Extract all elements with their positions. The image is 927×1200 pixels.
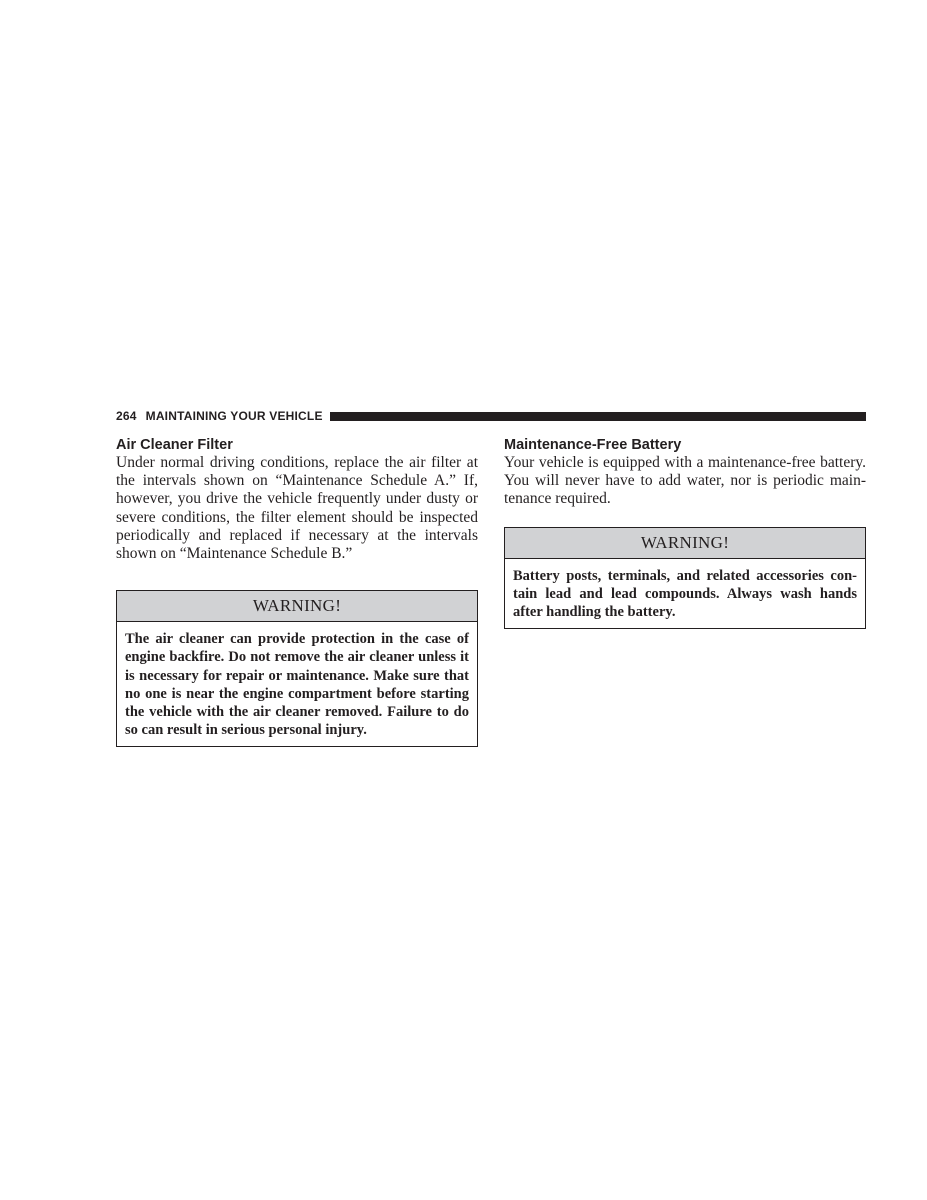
- battery-warning-text: Battery posts, terminals, and related accessories contain lead and lead compounds. Always wash hands after handling the battery.: [513, 567, 857, 621]
- header-rule: [330, 412, 866, 421]
- battery-paragraph: Your vehicle is equipped with a maintenance-free battery. You will never have to add water, nor is periodic maintenance required.: [504, 454, 866, 508]
- battery-warning-box: [504, 527, 866, 630]
- battery-warning-title: WARNING!: [505, 528, 865, 559]
- right-column: [504, 436, 866, 629]
- page-header: [116, 408, 866, 424]
- section-title: MAINTAINING YOUR VEHICLE: [145, 409, 323, 423]
- air-cleaner-heading: Air Cleaner Filter: [116, 437, 233, 453]
- left-column: [116, 436, 478, 747]
- air-cleaner-warning-box: [116, 590, 478, 747]
- page-number: 264: [116, 409, 137, 423]
- air-cleaner-warning-text: The air cleaner can provide protection in the case of engine backfire. Do not remove the air cleaner unless it is necessary for repair or maintenance. Make sure that no one is near the engine compartment before starting the vehicle with the air cleaner removed. Failure to do so can result in serious personal injury.: [125, 631, 469, 739]
- battery-heading: Maintenance-Free Battery: [504, 437, 682, 453]
- air-cleaner-warning-title: WARNING!: [117, 591, 477, 622]
- air-cleaner-paragraph: Under normal driving conditions, replace the air filter at the intervals shown on “Maintenance Schedule A.” If, however, you drive the vehicle frequently under dusty or severe conditions, the filter element should be inspected periodically and replaced if necessary at the intervals shown on “Maintenance Schedule B.”: [116, 454, 478, 563]
